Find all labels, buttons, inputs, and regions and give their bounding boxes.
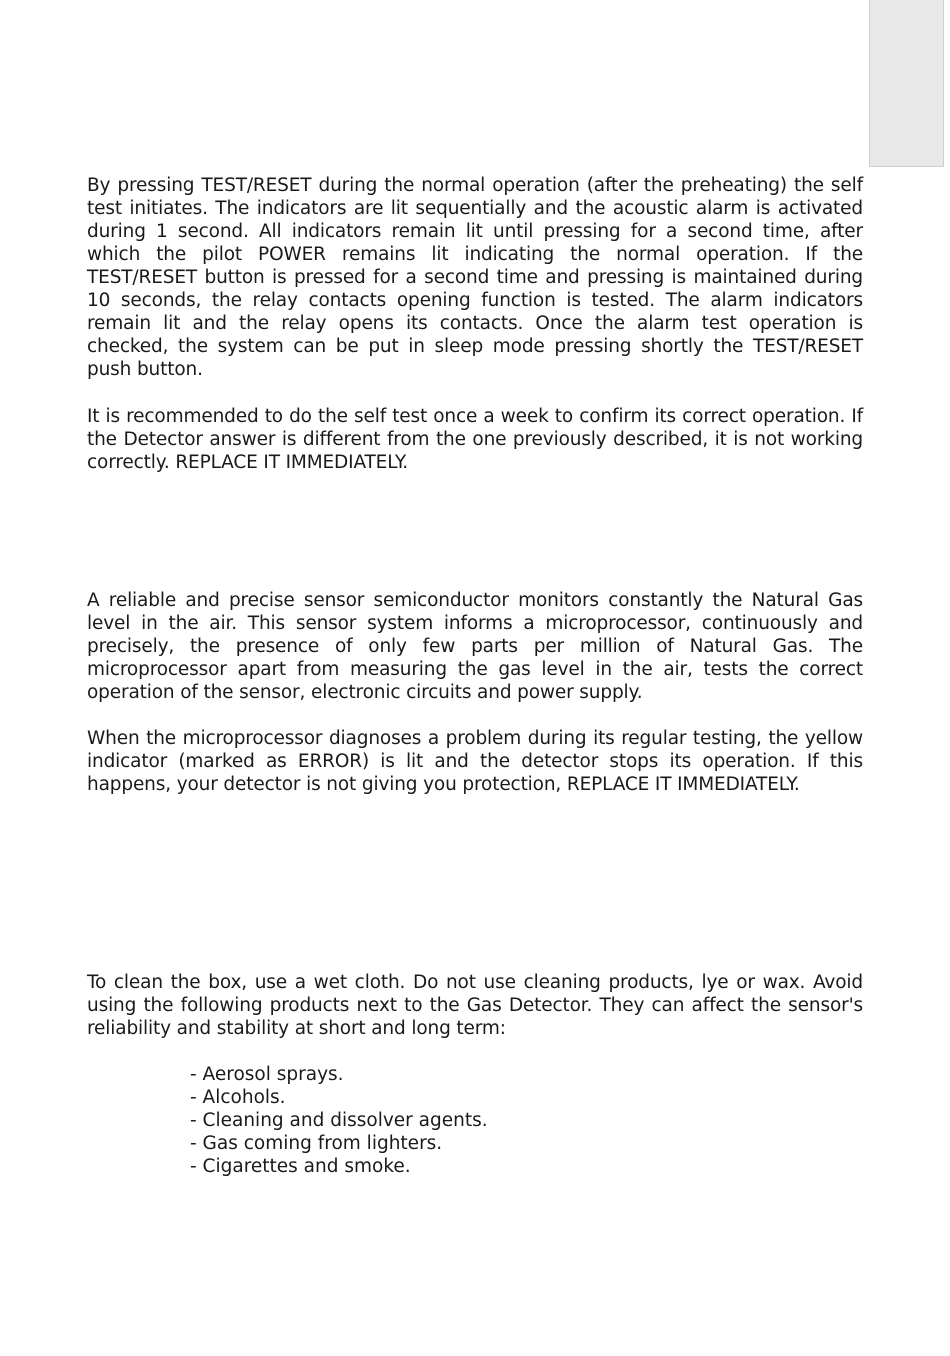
error-paragraph: When the microprocessor diagnoses a problem during its regular testing, the yellow indicator (marked as ERROR) is lit and the detector stops its operation. If this happens, your detector is not giving you protection, REPLACE IT IMMEDIATELY.: [87, 728, 863, 795]
self-test-paragraph: By pressing TEST/RESET during the normal operation (after the preheating) the self test initiates. The indicators are lit sequentially and the acoustic alarm is activated during 1 second. All indicators remain lit until pressing for a second time, after which the pilot POWER remains lit indicating the normal operation. If the TEST/RESET button is pressed for a second time and pressing is maintained during 10 seconds, the relay contacts opening function is tested. The alarm indicators remain lit and the relay opens its contacts. Once the alarm test operation is checked, the system can be put in sleep mode pressing shortly the TEST/RESET push button.: [87, 175, 863, 380]
list-item: - Aerosol sprays.: [190, 1064, 344, 1085]
list-item: - Cleaning and dissolver agents.: [190, 1110, 488, 1131]
side-tab-marker: [869, 0, 944, 167]
recommendation-paragraph: It is recommended to do the self test once a week to confirm its correct operation. If the Detector answer is different from the one previously described, it is not working correctly. REPLACE IT IMMEDIATELY.: [87, 406, 863, 473]
cleaning-paragraph: To clean the box, use a wet cloth. Do not use cleaning products, lye or wax. Avoid using the following products next to the Gas Detector. They can affect the sensor's reliability and stability at short and long term:: [87, 972, 863, 1039]
sensor-paragraph: A reliable and precise sensor semiconductor monitors constantly the Natural Gas level in the air. This sensor system informs a microprocessor, continuously and precisely, the presence of only few parts per million of Natural Gas. The microprocessor apart from measuring the gas level in the air, tests the correct operation of the sensor, electronic circuits and power supply.: [87, 590, 863, 703]
list-item: - Cigarettes and smoke.: [190, 1156, 411, 1177]
list-item: - Alcohols.: [190, 1087, 286, 1108]
avoid-products-list: [190, 1063, 488, 1178]
list-item: - Gas coming from lighters.: [190, 1133, 443, 1154]
